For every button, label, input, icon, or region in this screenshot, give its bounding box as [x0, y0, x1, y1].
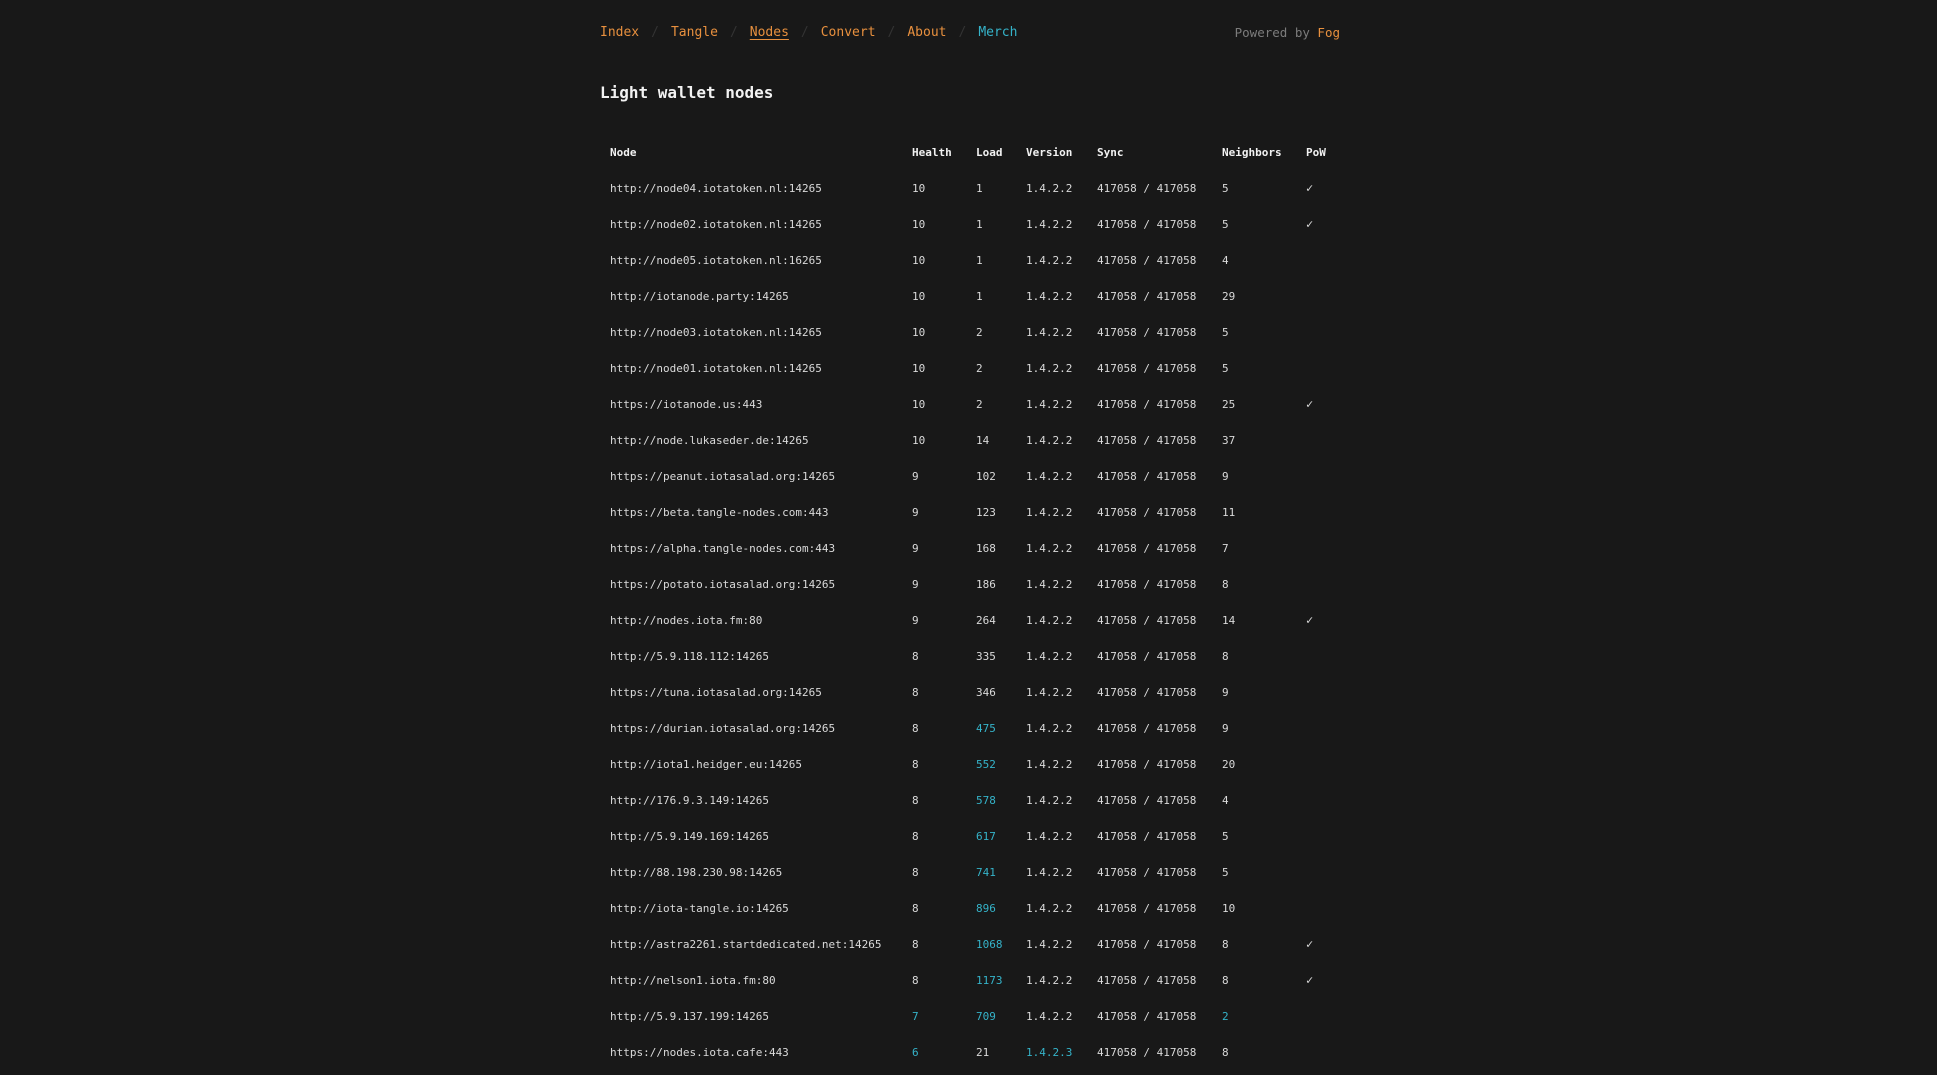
cell-sync: 417058 / 417058 — [1097, 829, 1197, 843]
cell-health: 9 — [912, 541, 919, 555]
check-icon: ✓ — [1306, 973, 1314, 987]
cell-node: http://node02.iotatoken.nl:14265 — [610, 217, 822, 231]
cell-neighbors: 10 — [1222, 901, 1236, 915]
cell-pow — [1296, 674, 1340, 710]
cell-pow — [1296, 602, 1340, 638]
cell-load: 264 — [976, 613, 996, 627]
cell-load: 2 — [976, 361, 983, 375]
cell-sync: 417058 / 417058 — [1097, 901, 1197, 915]
cell-version: 1.4.2.2 — [1026, 721, 1073, 735]
cell-pow — [1296, 206, 1340, 242]
cell-neighbors: 8 — [1222, 1045, 1229, 1059]
cell-health: 10 — [912, 217, 926, 231]
table-row — [600, 890, 1340, 926]
cell-version: 1.4.2.2 — [1026, 541, 1073, 555]
cell-load: 186 — [976, 577, 996, 591]
cell-neighbors: 37 — [1222, 433, 1236, 447]
cell-neighbors: 5 — [1222, 217, 1229, 231]
cell-node: https://potato.iotasalad.org:14265 — [610, 577, 836, 591]
cell-load: 1173 — [976, 973, 1003, 987]
cell-sync: 417058 / 417058 — [1097, 577, 1197, 591]
cell-node: http://node01.iotatoken.nl:14265 — [610, 361, 822, 375]
table-body — [600, 170, 1340, 1070]
cell-version: 1.4.2.2 — [1026, 685, 1073, 699]
check-icon: ✓ — [1306, 217, 1314, 231]
cell-health: 10 — [912, 361, 926, 375]
nav-separator: / — [729, 25, 738, 40]
cell-sync: 417058 / 417058 — [1097, 433, 1197, 447]
nodes-table — [600, 134, 1340, 1070]
cell-version: 1.4.2.2 — [1026, 865, 1073, 879]
cell-node: http://5.9.137.199:14265 — [610, 1009, 769, 1023]
table-row — [600, 170, 1340, 206]
cell-neighbors: 8 — [1222, 937, 1229, 951]
nav-separator: / — [800, 25, 809, 40]
cell-sync: 417058 / 417058 — [1097, 937, 1197, 951]
page-container — [600, 0, 1340, 1070]
column-header-neighbors: Neighbors — [1222, 145, 1282, 159]
cell-pow — [1296, 782, 1340, 818]
cell-sync: 417058 / 417058 — [1097, 757, 1197, 771]
cell-pow — [1296, 818, 1340, 854]
cell-version: 1.4.2.2 — [1026, 1009, 1073, 1023]
cell-node: http://iotanode.party:14265 — [610, 289, 789, 303]
cell-version: 1.4.2.2 — [1026, 829, 1073, 843]
cell-neighbors: 4 — [1222, 793, 1229, 807]
table-row — [600, 998, 1340, 1034]
nav-nodes[interactable]: Nodes — [749, 25, 789, 40]
cell-neighbors: 5 — [1222, 361, 1229, 375]
cell-version: 1.4.2.2 — [1026, 577, 1073, 591]
nav-separator: / — [651, 25, 659, 40]
cell-sync: 417058 / 417058 — [1097, 973, 1197, 987]
cell-pow — [1296, 530, 1340, 566]
table-row — [600, 278, 1340, 314]
cell-node: http://5.9.118.112:14265 — [610, 649, 769, 663]
cell-sync: 417058 / 417058 — [1097, 865, 1197, 879]
cell-neighbors: 5 — [1222, 829, 1229, 843]
cell-version: 1.4.2.2 — [1026, 397, 1073, 411]
cell-load: 896 — [976, 901, 996, 915]
cell-load: 475 — [976, 721, 996, 735]
cell-health: 8 — [912, 793, 919, 807]
cell-pow — [1296, 710, 1340, 746]
table-row — [600, 746, 1340, 782]
table-row — [600, 962, 1340, 998]
cell-sync: 417058 / 417058 — [1097, 505, 1197, 519]
cell-version: 1.4.2.3 — [1026, 1045, 1073, 1059]
cell-node: https://beta.tangle-nodes.com:443 — [610, 505, 829, 519]
cell-version: 1.4.2.2 — [1026, 937, 1073, 951]
cell-pow — [1296, 854, 1340, 890]
cell-node: http://node03.iotatoken.nl:14265 — [610, 325, 822, 339]
table-row — [600, 926, 1340, 962]
cell-pow — [1296, 926, 1340, 962]
nav-tangle[interactable]: Tangle — [670, 25, 718, 40]
cell-health: 9 — [912, 469, 919, 483]
cell-node: http://5.9.149.169:14265 — [610, 829, 769, 843]
cell-load: 2 — [976, 397, 983, 411]
cell-health: 9 — [912, 613, 919, 627]
table-row — [600, 818, 1340, 854]
cell-node: http://node05.iotatoken.nl:16265 — [610, 253, 822, 267]
cell-node: http://iota1.heidger.eu:14265 — [610, 757, 803, 771]
column-header-node: Node — [610, 145, 637, 159]
cell-version: 1.4.2.2 — [1026, 505, 1073, 519]
cell-version: 1.4.2.2 — [1026, 361, 1073, 375]
cell-sync: 417058 / 417058 — [1097, 361, 1197, 375]
table-row — [600, 242, 1340, 278]
cell-neighbors: 9 — [1222, 469, 1229, 483]
cell-neighbors: 29 — [1222, 289, 1236, 303]
cell-neighbors: 9 — [1222, 721, 1229, 735]
cell-load: 1 — [976, 289, 983, 303]
cell-sync: 417058 / 417058 — [1097, 1045, 1197, 1059]
column-header-load: Load — [976, 145, 1003, 159]
cell-pow — [1296, 170, 1340, 206]
cell-node: https://tuna.iotasalad.org:14265 — [610, 685, 822, 699]
table-row — [600, 458, 1340, 494]
cell-node: http://nelson1.iota.fm:80 — [610, 973, 776, 987]
cell-neighbors: 8 — [1222, 649, 1229, 663]
cell-version: 1.4.2.2 — [1026, 253, 1073, 267]
cell-version: 1.4.2.2 — [1026, 469, 1073, 483]
cell-health: 8 — [912, 973, 919, 987]
cell-load: 346 — [976, 685, 996, 699]
cell-sync: 417058 / 417058 — [1097, 289, 1197, 303]
cell-health: 8 — [912, 865, 919, 879]
cell-sync: 417058 / 417058 — [1097, 721, 1197, 735]
cell-health: 10 — [912, 181, 926, 195]
cell-load: 2 — [976, 325, 983, 339]
cell-load: 1068 — [976, 937, 1003, 951]
cell-health: 8 — [912, 829, 919, 843]
cell-health: 10 — [912, 325, 926, 339]
cell-neighbors: 4 — [1222, 253, 1229, 267]
cell-version: 1.4.2.2 — [1026, 181, 1073, 195]
cell-version: 1.4.2.2 — [1026, 901, 1073, 915]
cell-load: 1 — [976, 181, 983, 195]
cell-neighbors: 7 — [1222, 541, 1229, 555]
cell-load: 335 — [976, 649, 996, 663]
cell-version: 1.4.2.2 — [1026, 649, 1073, 663]
cell-neighbors: 25 — [1222, 397, 1236, 411]
table-header-row — [600, 134, 1340, 170]
cell-pow — [1296, 386, 1340, 422]
check-icon: ✓ — [1306, 181, 1314, 195]
cell-sync: 417058 / 417058 — [1097, 1009, 1197, 1023]
table-row — [600, 206, 1340, 242]
cell-pow — [1296, 242, 1340, 278]
table-row — [600, 674, 1340, 710]
cell-sync: 417058 / 417058 — [1097, 793, 1197, 807]
cell-load: 578 — [976, 793, 996, 807]
cell-neighbors: 5 — [1222, 325, 1229, 339]
nav-index[interactable]: Index — [600, 25, 640, 40]
cell-pow — [1296, 566, 1340, 602]
cell-load: 168 — [976, 541, 996, 555]
cell-load: 21 — [976, 1045, 990, 1059]
cell-load: 1 — [976, 253, 983, 267]
cell-neighbors: 5 — [1222, 181, 1229, 195]
cell-load: 14 — [976, 433, 990, 447]
cell-sync: 417058 / 417058 — [1097, 181, 1197, 195]
cell-pow — [1296, 998, 1340, 1034]
cell-neighbors: 8 — [1222, 577, 1229, 591]
table-row — [600, 710, 1340, 746]
table-row — [600, 854, 1340, 890]
cell-health: 7 — [912, 1009, 919, 1023]
table-row — [600, 566, 1340, 602]
cell-sync: 417058 / 417058 — [1097, 325, 1197, 339]
cell-pow — [1296, 422, 1340, 458]
cell-health: 10 — [912, 397, 926, 411]
cell-health: 8 — [912, 901, 919, 915]
cell-node: http://nodes.iota.fm:80 — [610, 613, 763, 627]
cell-sync: 417058 / 417058 — [1097, 613, 1197, 627]
table-row — [600, 782, 1340, 818]
nav-merch[interactable]: Merch — [978, 25, 1018, 40]
cell-sync: 417058 / 417058 — [1097, 253, 1197, 267]
cell-version: 1.4.2.2 — [1026, 973, 1073, 987]
cell-load: 102 — [976, 469, 996, 483]
powered-by-link[interactable]: Fog — [1317, 25, 1340, 40]
cell-neighbors: 20 — [1222, 757, 1236, 771]
cell-sync: 417058 / 417058 — [1097, 685, 1197, 699]
table-row — [600, 602, 1340, 638]
cell-load: 617 — [976, 829, 996, 843]
cell-health: 8 — [912, 649, 919, 663]
cell-pow — [1296, 746, 1340, 782]
table-row — [600, 350, 1340, 386]
cell-health: 8 — [912, 757, 919, 771]
cell-node: https://durian.iotasalad.org:14265 — [610, 721, 836, 735]
cell-version: 1.4.2.2 — [1026, 433, 1073, 447]
cell-pow — [1296, 890, 1340, 926]
column-header-pow: PoW — [1306, 145, 1326, 159]
cell-load: 709 — [976, 1009, 996, 1023]
cell-neighbors: 11 — [1222, 505, 1236, 519]
check-icon: ✓ — [1306, 937, 1314, 951]
cell-version: 1.4.2.2 — [1026, 217, 1073, 231]
page-title: Light wallet nodes — [600, 83, 774, 102]
cell-node: http://astra2261.startdedicated.net:14265 — [610, 937, 882, 951]
cell-node: http://176.9.3.149:14265 — [610, 793, 769, 807]
cell-sync: 417058 / 417058 — [1097, 397, 1197, 411]
table-row — [600, 638, 1340, 674]
check-icon: ✓ — [1306, 613, 1314, 627]
cell-version: 1.4.2.2 — [1026, 325, 1073, 339]
powered-by-label: Powered by — [1234, 25, 1310, 40]
cell-neighbors: 8 — [1222, 973, 1229, 987]
cell-health: 10 — [912, 433, 926, 447]
top-navigation — [600, 0, 1340, 68]
nav-separator: / — [887, 25, 896, 40]
cell-neighbors: 14 — [1222, 613, 1236, 627]
column-header-sync: Sync — [1097, 145, 1124, 159]
cell-pow — [1296, 458, 1340, 494]
cell-neighbors: 2 — [1222, 1009, 1229, 1023]
cell-pow — [1296, 494, 1340, 530]
cell-node: http://iota-tangle.io:14265 — [610, 901, 789, 915]
cell-load: 552 — [976, 757, 996, 771]
cell-node: http://node04.iotatoken.nl:14265 — [610, 181, 822, 195]
table-row — [600, 386, 1340, 422]
cell-version: 1.4.2.2 — [1026, 289, 1073, 303]
table-row — [600, 494, 1340, 530]
cell-neighbors: 5 — [1222, 865, 1229, 879]
cell-load: 741 — [976, 865, 996, 879]
cell-version: 1.4.2.2 — [1026, 613, 1073, 627]
cell-health: 6 — [912, 1045, 919, 1059]
check-icon: ✓ — [1306, 397, 1314, 411]
cell-sync: 417058 / 417058 — [1097, 469, 1197, 483]
cell-pow — [1296, 278, 1340, 314]
cell-pow — [1296, 1034, 1340, 1070]
cell-health: 9 — [912, 577, 919, 591]
cell-pow — [1296, 314, 1340, 350]
cell-version: 1.4.2.2 — [1026, 793, 1073, 807]
cell-node: http://node.lukaseder.de:14265 — [610, 433, 809, 447]
cell-pow — [1296, 962, 1340, 998]
column-header-version: Version — [1026, 145, 1073, 159]
table-row — [600, 314, 1340, 350]
nav-convert[interactable]: Convert — [820, 25, 876, 40]
powered-by — [1235, 25, 1340, 40]
cell-health: 8 — [912, 721, 919, 735]
cell-node: https://alpha.tangle-nodes.com:443 — [610, 541, 836, 555]
cell-pow — [1296, 350, 1340, 386]
cell-sync: 417058 / 417058 — [1097, 649, 1197, 663]
table-row — [600, 530, 1340, 566]
cell-node: https://nodes.iota.cafe:443 — [610, 1045, 789, 1059]
cell-sync: 417058 / 417058 — [1097, 217, 1197, 231]
cell-node: https://peanut.iotasalad.org:14265 — [610, 469, 836, 483]
cell-health: 8 — [912, 685, 919, 699]
column-header-health: Health — [912, 145, 952, 159]
cell-pow — [1296, 638, 1340, 674]
nav-links — [600, 25, 1017, 40]
table-row — [600, 1034, 1340, 1070]
nav-separator: / — [958, 25, 967, 40]
cell-health: 8 — [912, 937, 919, 951]
cell-node: http://88.198.230.98:14265 — [610, 865, 783, 879]
cell-load: 1 — [976, 217, 983, 231]
cell-health: 10 — [912, 289, 926, 303]
cell-neighbors: 9 — [1222, 685, 1229, 699]
cell-health: 9 — [912, 505, 919, 519]
cell-health: 10 — [912, 253, 926, 267]
cell-load: 123 — [976, 505, 996, 519]
cell-node: https://iotanode.us:443 — [610, 397, 763, 411]
cell-sync: 417058 / 417058 — [1097, 541, 1197, 555]
nav-about[interactable]: About — [907, 25, 947, 40]
table-row — [600, 422, 1340, 458]
cell-version: 1.4.2.2 — [1026, 757, 1073, 771]
